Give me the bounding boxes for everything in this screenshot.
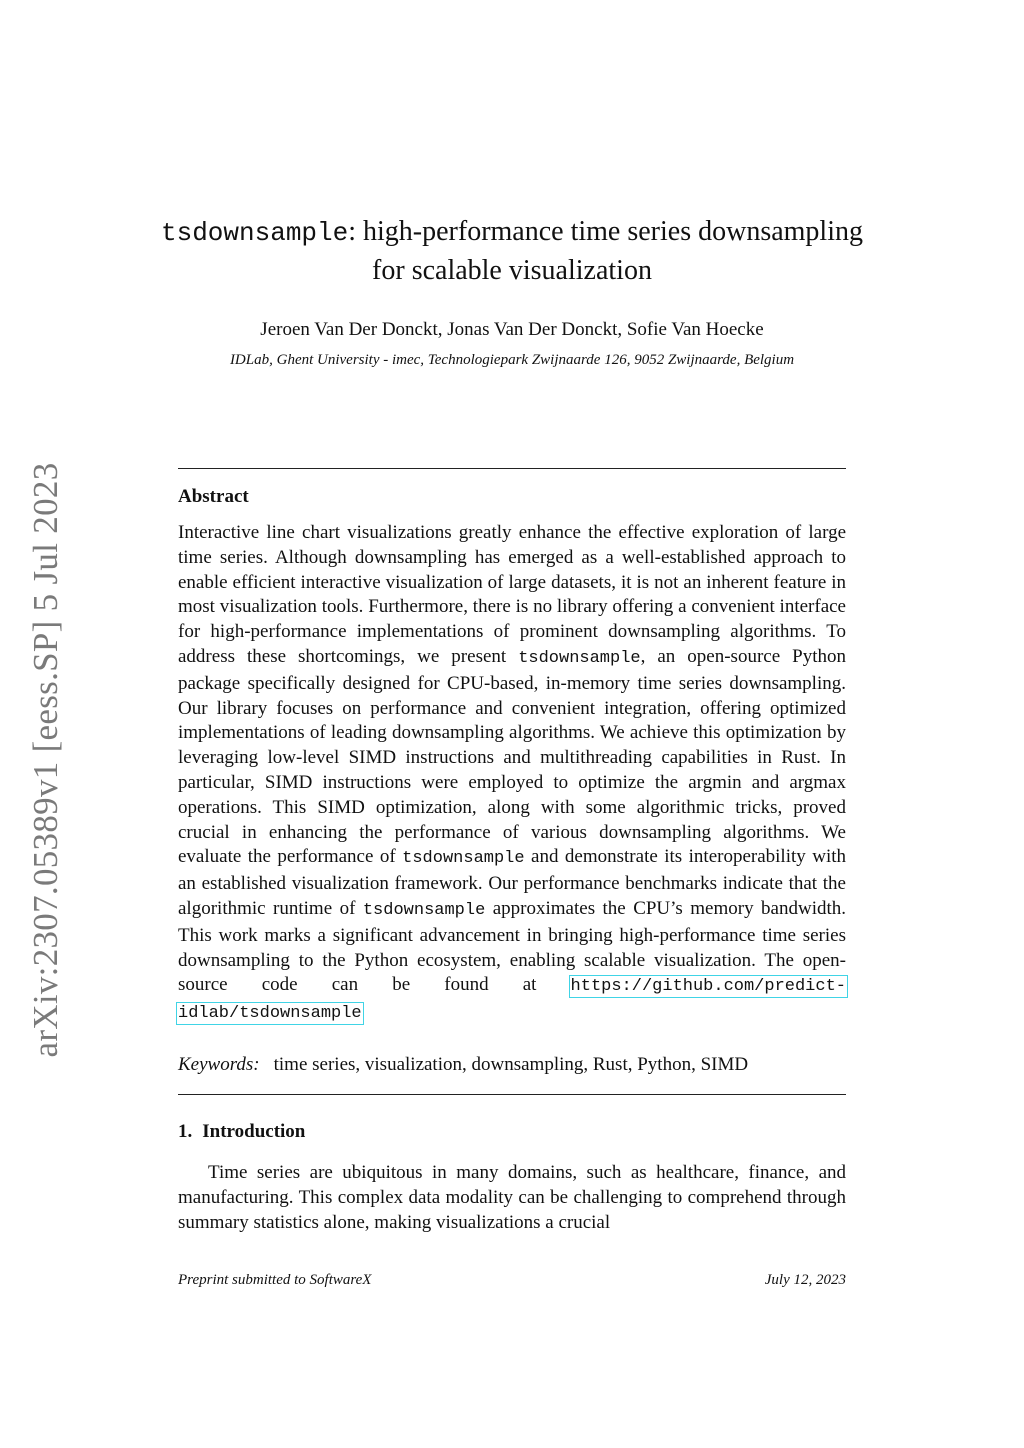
abstract-text-part: approximates the CPU’s memory bandwidth. This work marks a significant advancement in bringing high-performance time series downsampling to the Python ecosystem, enabling scalable visualization. The open-source code can be found at: [178, 897, 846, 996]
keywords-line: [178, 1054, 748, 1076]
github-repo-link[interactable]: https://github.com/predict-idlab/tsdownsample: [178, 977, 846, 1024]
abstract-text-part: , an open-source Python package specifically designed for CPU-based, in-memory time series downsampling. Our library focuses on performance and convenient integration, offering optimized implementations of leading downsampling algorithms. We achieve this optimization by leveraging low-level SIMD instructions and multithreading capabilities in Rust. In particular, SIMD instructions were employed to optimize the argmin and argmax operations. This SIMD optimization, along with some algorithmic tricks, proved crucial in enhancing the performance of various downsampling algorithms. We evaluate the performance of: [178, 645, 846, 868]
abstract-heading: Abstract: [178, 486, 249, 507]
abstract-top-rule: [178, 468, 846, 469]
abstract-bottom-rule: [178, 1094, 846, 1095]
footer-date: July 12, 2023: [764, 1272, 846, 1288]
footer-submission-note: Preprint submitted to SoftwareX: [178, 1272, 372, 1288]
section-title: Introduction: [202, 1121, 306, 1142]
title-package-name: tsdownsample: [161, 218, 349, 248]
paper-title: [150, 213, 874, 290]
author-list: Jeroen Van Der Donckt, Jonas Van Der Donckt, Sofie Van Hoecke: [260, 319, 764, 340]
abstract-text-part: and demonstrate its interoperability with an established visualization framework. Our performance benchmarks indicate that the algorithmic runtime of: [178, 846, 846, 919]
keywords-label: Keywords:: [178, 1054, 260, 1075]
arxiv-identifier-stamp: arXiv:2307.05389v1 [eess.SP] 5 Jul 2023: [26, 462, 65, 1058]
abstract-body: [178, 521, 846, 1027]
abstract-code-package: tsdownsample: [518, 648, 641, 668]
abstract-text-part: Interactive line chart visualizations greatly enhance the effective exploration of large time series. Although downsampling has emerged as a well-established approach to enable efficient interactive visualization of large datasets, it is not an inherent feature in most visualization tools. Furthermore, there is no library offering a convenient interface for high-performance implementations of prominent downsampling algorithms. To address these shortcomings, we present: [178, 522, 846, 667]
section-number: 1.: [178, 1121, 193, 1142]
keywords-values: time series, visualization, downsampling, Rust, Python, SIMD: [273, 1054, 749, 1075]
abstract-code-package: tsdownsample: [362, 900, 486, 920]
section-heading-introduction: [178, 1121, 305, 1143]
abstract-code-package: tsdownsample: [402, 849, 525, 869]
introduction-paragraph: Time series are ubiquitous in many domains, such as healthcare, finance, and manufacturing. This complex data modality can be challenging to comprehend through summary statistics alone, making visualizations a crucial: [178, 1162, 846, 1233]
title-text: : high-performance time series downsampling for scalable visualization: [348, 216, 863, 286]
author-affiliation: IDLab, Ghent University - imec, Technologiepark Zwijnaarde 126, 9052 Zwijnaarde, Belgium: [229, 352, 795, 368]
